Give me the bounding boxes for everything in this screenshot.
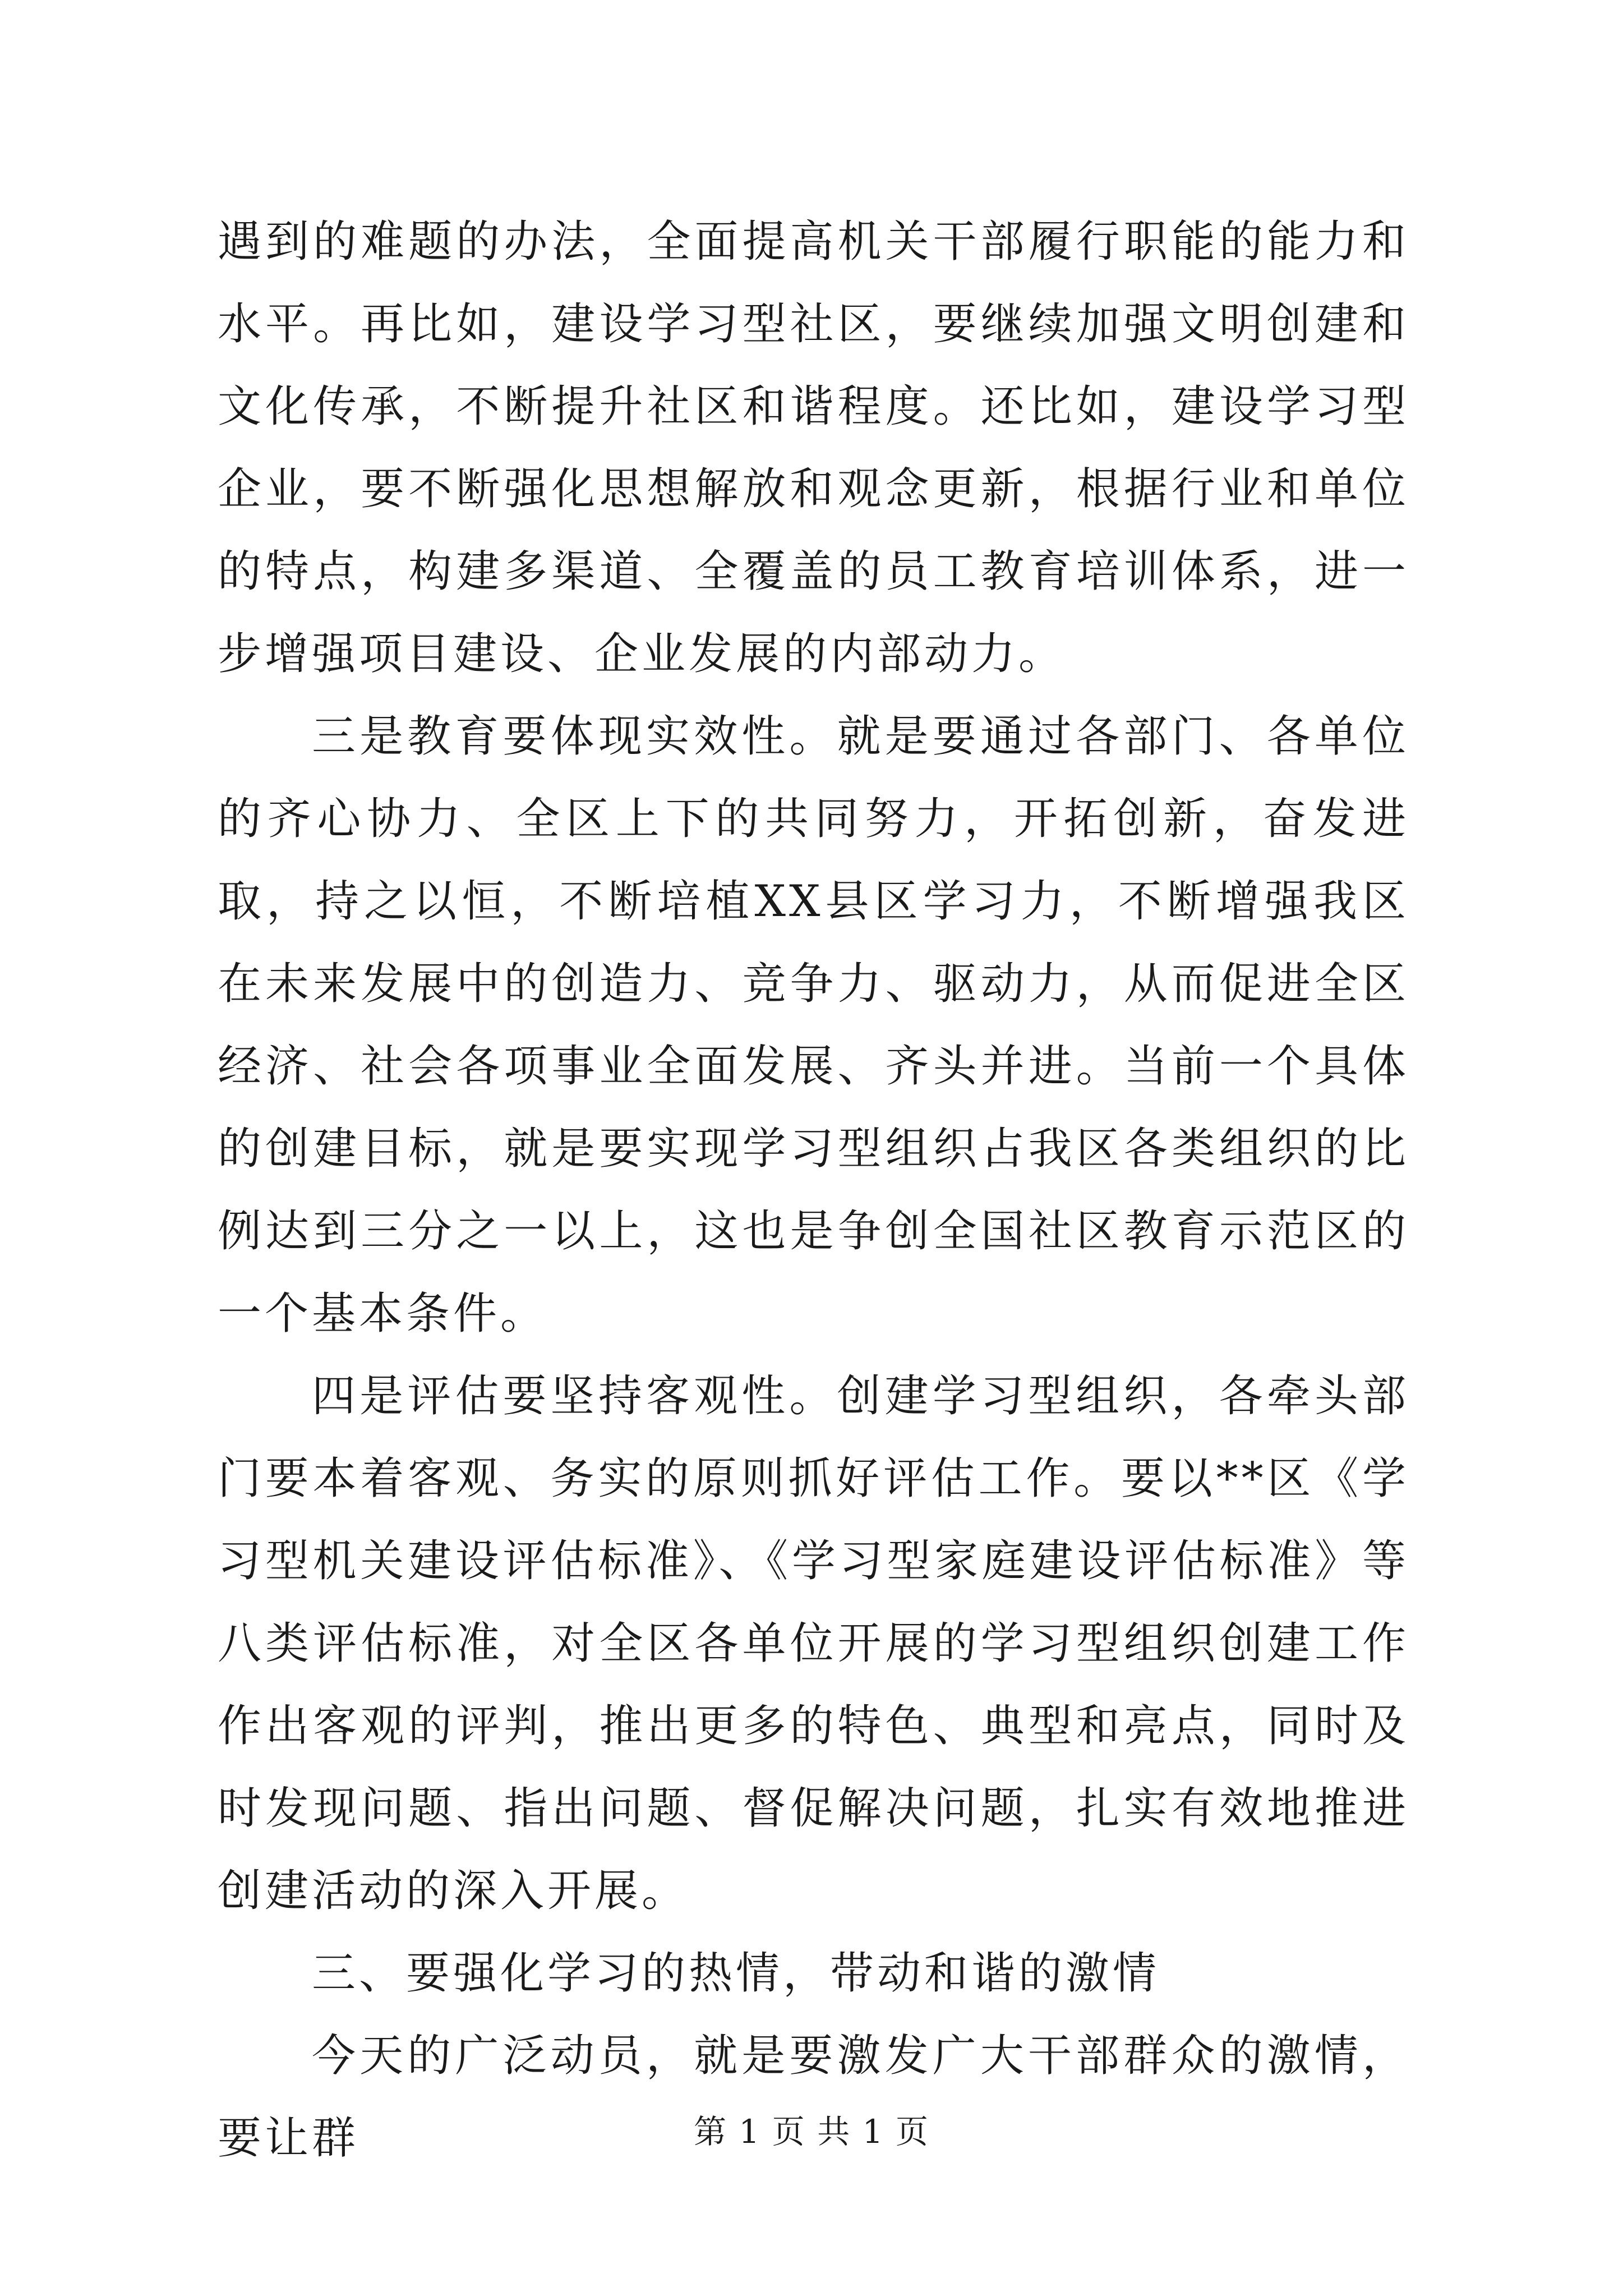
paragraph-2: 三是教育要体现实效性。就是要通过各部门、各单位的齐心协力、全区上下的共同努力，开拓创新，奋发进取，持之以恒，不断培植XX县区学习力，不断增强我区在未来发展中的创造力、竞争力、驱动力，从而促进全区经济、社会各项事业全面发展、齐头并进。当前一个具体的创建目标，就是要实现学习型组织占我区各类组织的比例达到三分之一以上，这也是争创全国社区教育示范区的一个基本条件。: [218, 711, 1409, 1339]
paragraph-3: 四是评估要坚持客观性。创建学习型组织，各牵头部门要本着客观、务实的原则抓好评估工作。要以**区《学习型机关建设评估标准》、《学习型家庭建设评估标准》等八类评估标准，对全区各单位开展的学习型组织创建工作作出客观的评判，推出更多的特色、典型和亮点，同时及时发现问题、指出问题、督促解决问题，扎实有效地推进创建活动的深入开展。: [218, 1371, 1409, 1916]
page-footer: 第 1 页 共 1 页: [694, 2113, 929, 2151]
paragraph-1: 遇到的难题的办法，全面提高机关干部履行职能的能力和水平。再比如，建设学习型社区，要继续加强文明创建和文化传承，不断提升社区和谐程度。还比如，建设学习型企业，要不断强化思想解放和观念更新，根据行业和单位的特点，构建多渠道、全覆盖的员工教育培训体系，进一步增强项目建设、企业发展的内部动力。: [218, 217, 1409, 679]
paragraph-4: 今天的广泛动员，就是要激发广大干部群众的激情，要让群: [218, 2031, 1409, 2164]
section-heading: 三、要强化学习的热情，带动和谐的激情: [312, 1948, 1160, 1999]
document-body: [218, 201, 1409, 2180]
